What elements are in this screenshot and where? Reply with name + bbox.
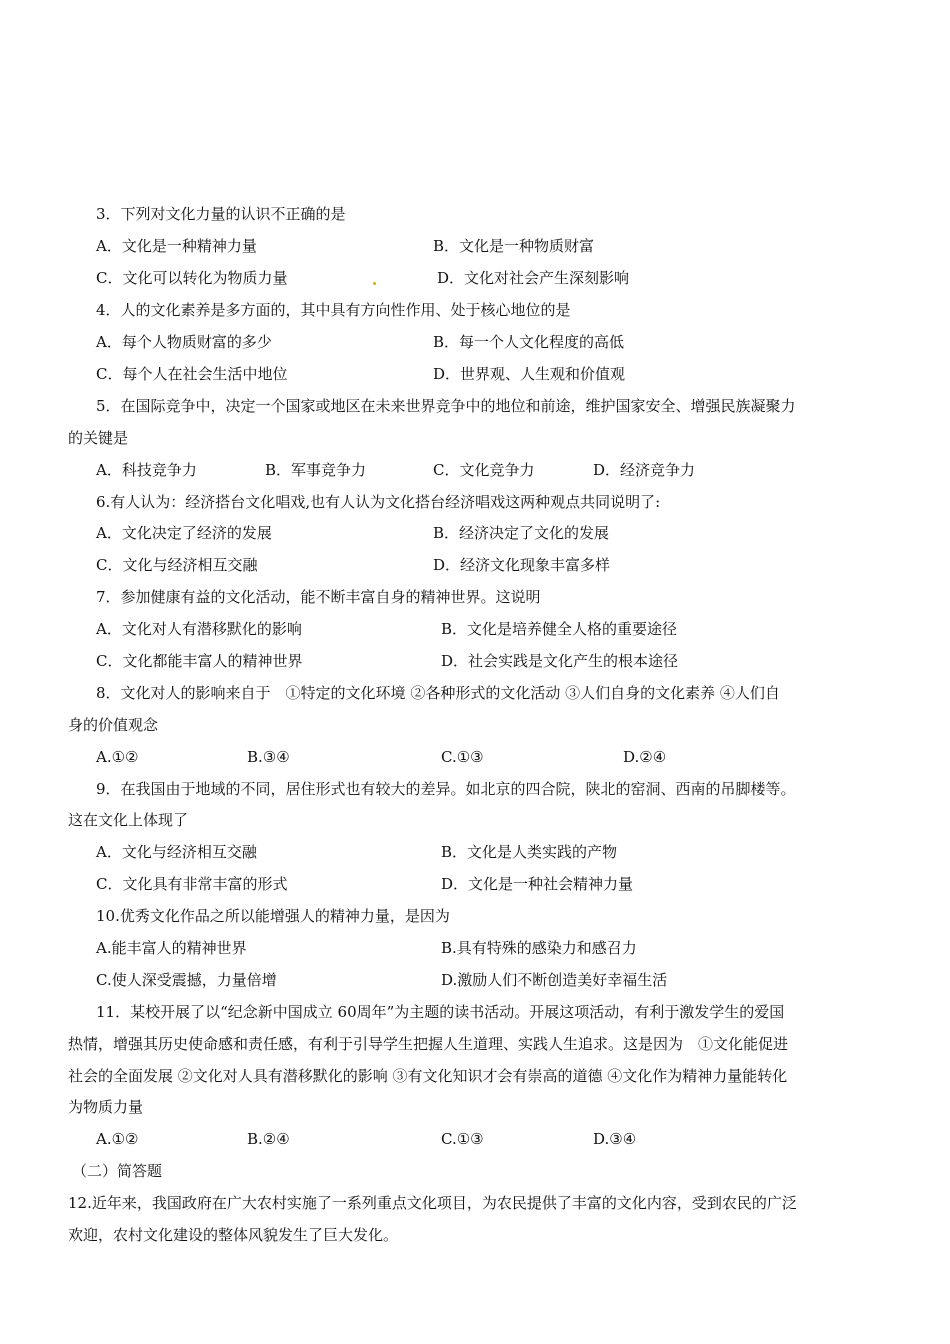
question-3-option-d: D．文化对社会产生深刻影响 xyxy=(437,269,630,287)
question-4-stem: 4．人的文化素养是多方面的，其中具有方向性作用、处于核心地位的是 xyxy=(96,301,571,319)
question-6-option-a: A．文化决定了经济的发展 xyxy=(96,524,272,542)
question-5-option-c: C．文化竞争力 xyxy=(433,461,535,479)
question-6-stem: 6.有人认为：经济搭台文化唱戏,也有人认为文化搭台经济唱戏这两种观点共同说明了: xyxy=(96,493,661,511)
question-11-option-b: B.②④ xyxy=(247,1130,290,1148)
question-3-option-a: A．文化是一种精神力量 xyxy=(96,237,257,255)
question-9-option-b: B．文化是人类实践的产物 xyxy=(441,843,618,861)
question-7-stem: 7．参加健康有益的文化活动，能不断丰富自身的精神世界。这说明 xyxy=(96,588,541,606)
question-10-option-d: D.激励人们不断创造美好幸福生活 xyxy=(441,971,668,989)
question-9-option-c: C．文化具有非常丰富的形式 xyxy=(96,875,288,893)
question-8-option-a: A.①② xyxy=(96,748,139,766)
question-11-option-c: C.①③ xyxy=(441,1130,484,1148)
question-4-option-c: C．每个人在社会生活中地位 xyxy=(96,365,288,383)
question-10-option-c: C.使人深受震撼，力量倍增 xyxy=(96,971,277,989)
stray-mark xyxy=(373,282,376,285)
question-7-option-a: A．文化对人有潜移默化的影响 xyxy=(96,620,302,638)
question-7-option-b: B．文化是培养健全人格的重要途径 xyxy=(441,620,678,638)
question-11-stem-line-4: 为物质力量 xyxy=(68,1098,144,1116)
question-4-option-a: A．每个人物质财富的多少 xyxy=(96,333,272,351)
question-11-stem-line-2: 热情，增强其历史使命感和责任感，有利于引导学生把握人生道理、实践人生追求。这是因为 ①文化能促进 xyxy=(68,1035,789,1053)
question-8-option-b: B.③④ xyxy=(247,748,290,766)
question-8-option-d: D.②④ xyxy=(623,748,667,766)
question-8-stem-line-1: 8．文化对人的影响来自于 ①特定的文化环境 ②各种形式的文化活动 ③人们自身的文化素养 ④人们自 xyxy=(96,684,780,702)
question-10-option-b: B.具有特殊的感染力和感召力 xyxy=(441,939,637,957)
question-5-option-b: B．军事竞争力 xyxy=(265,461,367,479)
question-5-stem-line-1: 5．在国际竞争中，决定一个国家或地区在未来世界竞争中的地位和前途，维护国家安全、增强民族凝聚力 xyxy=(96,397,796,415)
question-7-option-c: C．文化都能丰富人的精神世界 xyxy=(96,652,303,670)
question-11-stem-line-3: 社会的全面发展 ②文化对人具有潜移默化的影响 ③有文化知识才会有崇高的道德 ④文化作为精神力量能转化 xyxy=(68,1067,788,1085)
question-9-option-a: A．文化与经济相互交融 xyxy=(96,843,257,861)
question-6-option-d: D．经济文化现象丰富多样 xyxy=(433,556,611,574)
question-4-option-d: D．世界观、人生观和价值观 xyxy=(433,365,626,383)
question-6-option-c: C．文化与经济相互交融 xyxy=(96,556,258,574)
question-4-option-b: B．每一个人文化程度的高低 xyxy=(433,333,625,351)
question-12-line-1: 12.近年来，我国政府在广大农村实施了一系列重点文化项目，为农民提供了丰富的文化内容，受到农民的广泛 xyxy=(68,1194,797,1212)
question-10-option-a: A.能丰富人的精神世界 xyxy=(96,939,247,957)
question-9-stem-line-2: 这在文化上体现了 xyxy=(68,811,189,829)
question-8-stem-line-2: 身的价值观念 xyxy=(68,716,159,734)
question-3-stem: 3．下列对文化力量的认识不正确的是 xyxy=(96,205,346,223)
question-11-stem-line-1: 11．某校开展了以“纪念新中国成立 60周年”为主题的读书活动。开展这项活动，有利于激发学生的爱国 xyxy=(96,1003,785,1021)
question-11-option-a: A.①② xyxy=(96,1130,139,1148)
question-8-option-c: C.①③ xyxy=(441,748,484,766)
question-9-stem-line-1: 9．在我国由于地域的不同，居住形式也有较大的差异。如北京的四合院，陕北的窑洞、西南的吊脚楼等。 xyxy=(96,780,796,798)
question-5-stem-line-2: 的关键是 xyxy=(68,429,129,447)
question-3-option-b: B．文化是一种物质财富 xyxy=(433,237,595,255)
question-3-option-c: C．文化可以转化为物质力量 xyxy=(96,269,288,287)
question-5-option-a: A．科技竞争力 xyxy=(96,461,197,479)
question-7-option-d: D．社会实践是文化产生的根本途径 xyxy=(441,652,679,670)
question-9-option-d: D．文化是一种社会精神力量 xyxy=(441,875,634,893)
question-10-stem: 10.优秀文化作品之所以能增强人的精神力量，是因为 xyxy=(96,907,450,925)
question-11-option-d: D.③④ xyxy=(593,1130,637,1148)
section-heading: （二）简答题 xyxy=(72,1162,163,1180)
question-12-line-2: 欢迎，农村文化建设的整体风貌发生了巨大发化。 xyxy=(68,1226,399,1244)
question-5-option-d: D．经济竞争力 xyxy=(593,461,696,479)
question-6-option-b: B．经济决定了文化的发展 xyxy=(433,524,610,542)
